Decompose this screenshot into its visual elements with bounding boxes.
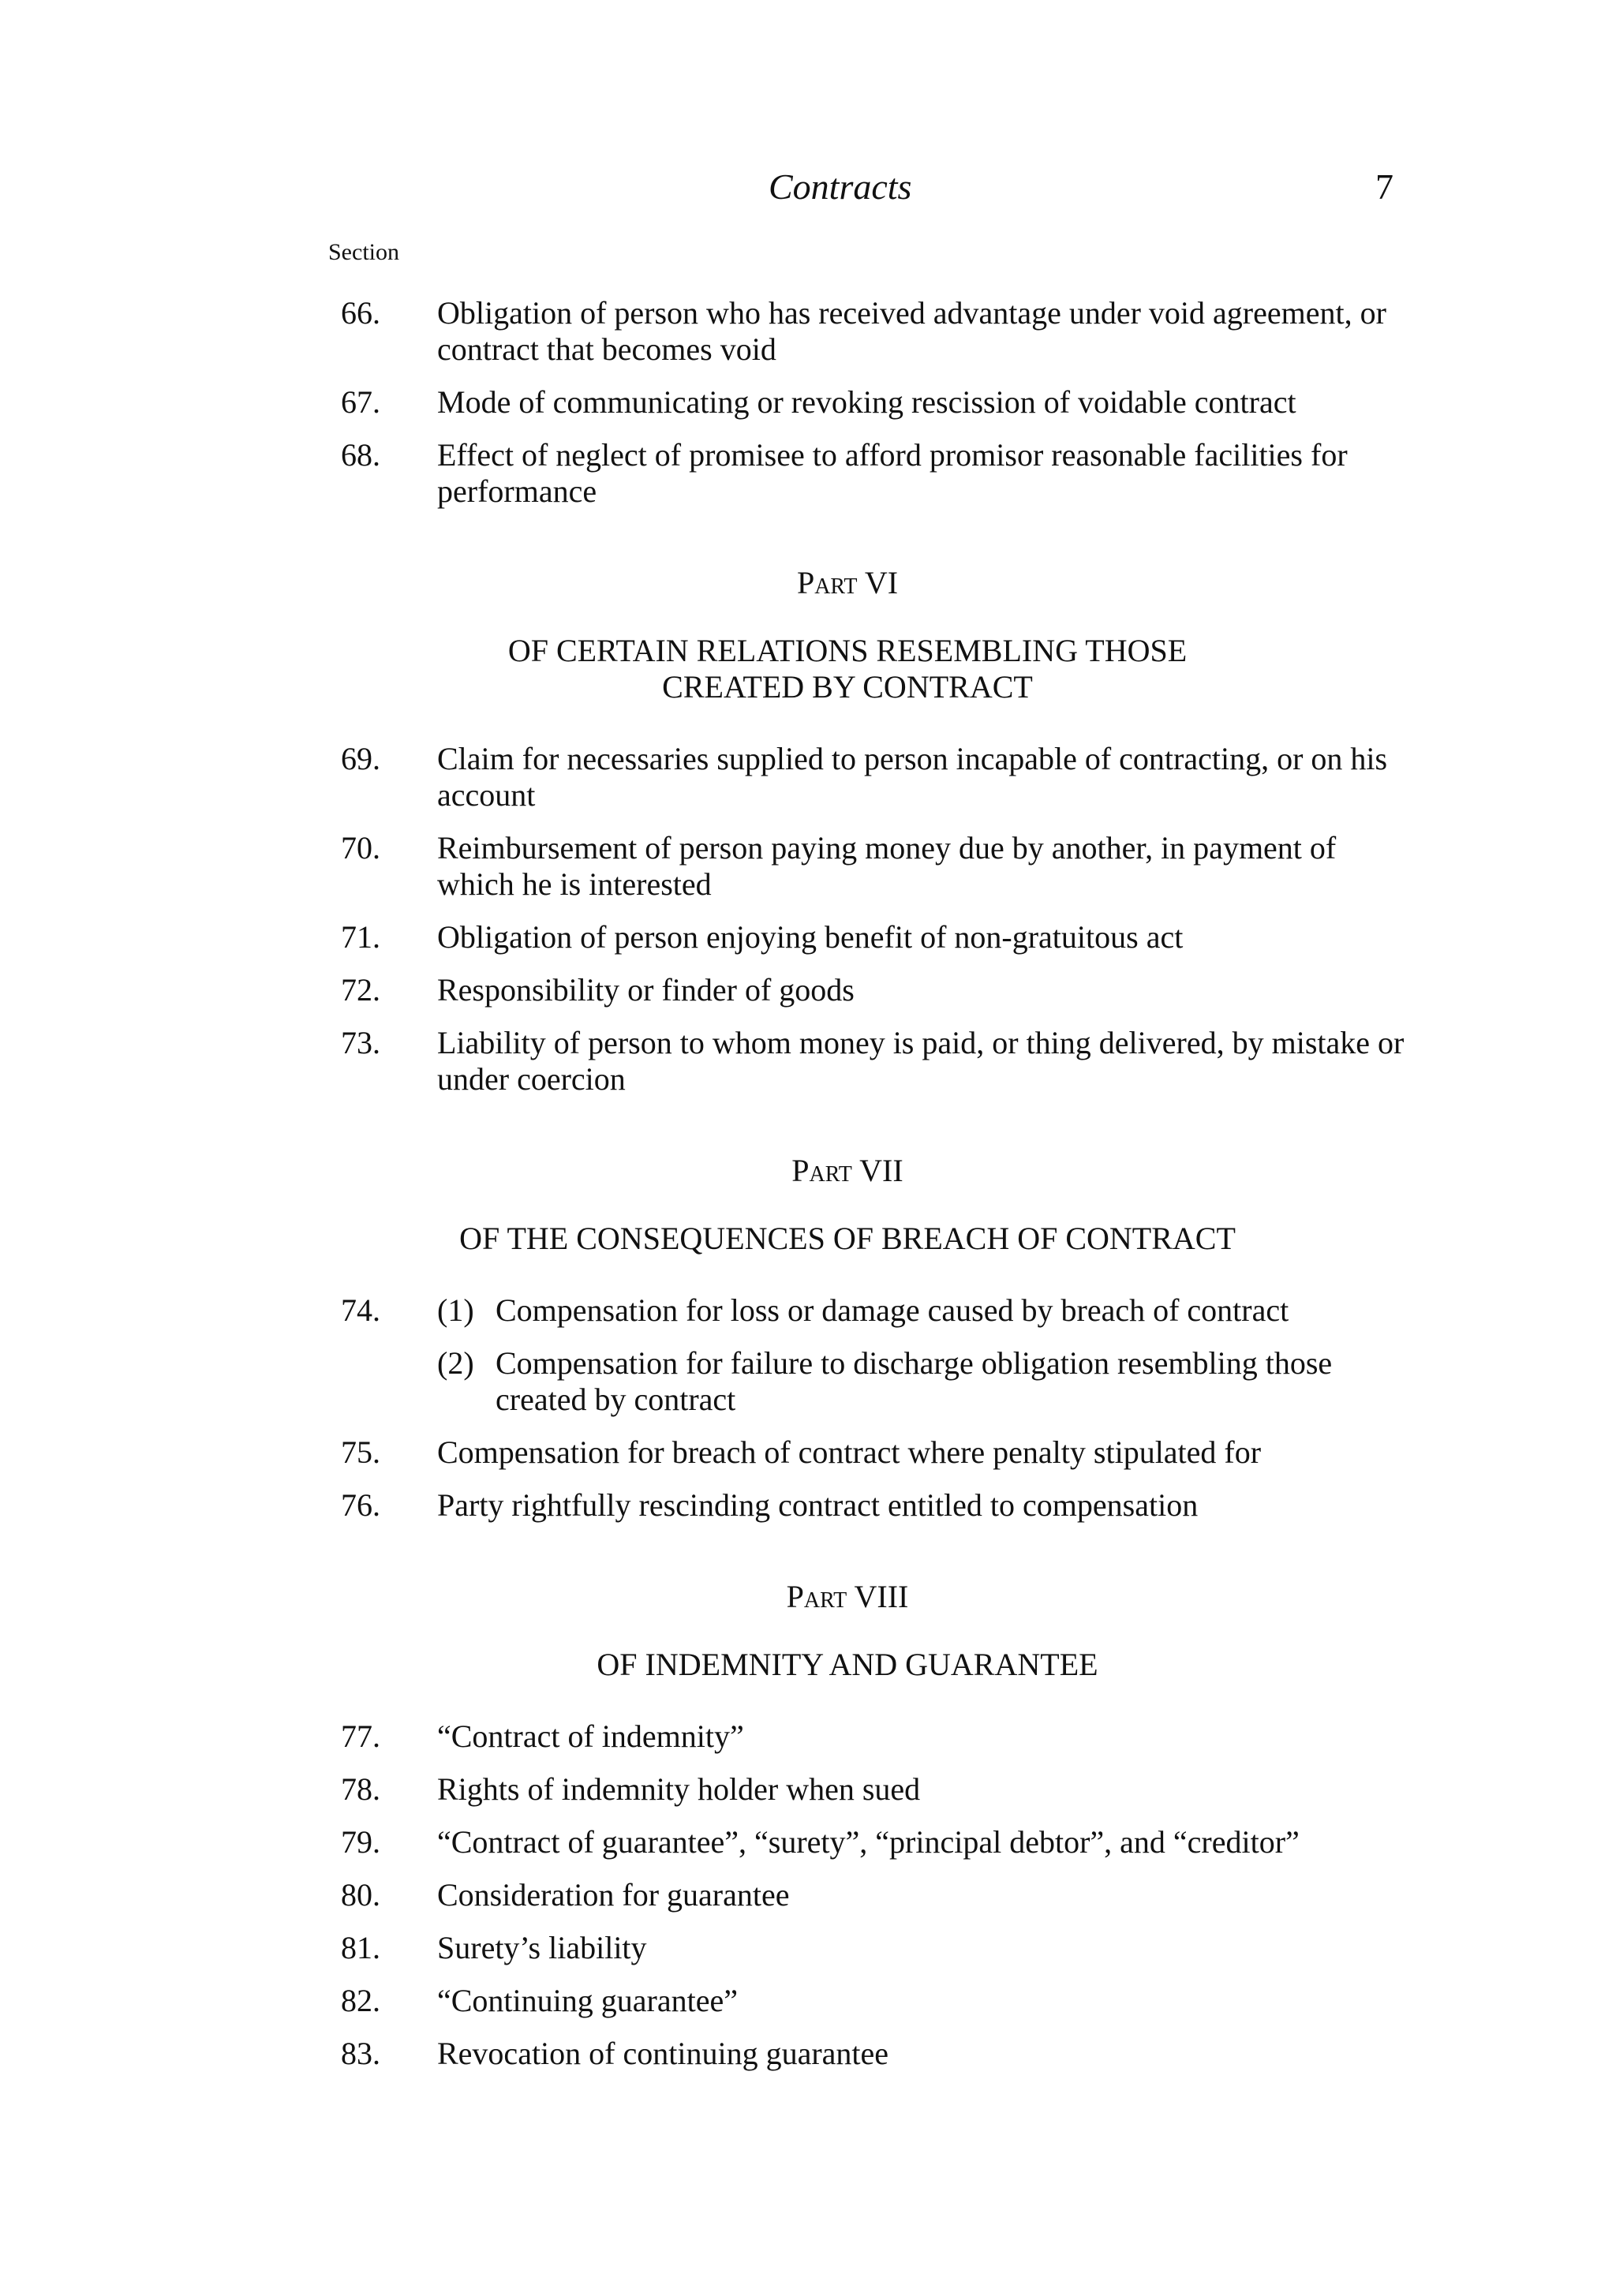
section-title: Liability of person to whom money is paid, or thing delivered, by mistake or under coercion <box>437 1025 1405 1097</box>
section-title: Party rightfully rescinding contract entitled to compensation <box>437 1487 1199 1523</box>
section-entry-66 <box>0 295 1616 368</box>
section-number: 66. <box>341 295 380 331</box>
section-entry-69 <box>0 741 1616 813</box>
section-title: Reimbursement of person paying money due by another, in payment of which he is interested <box>437 830 1337 902</box>
section-number: 80. <box>341 1877 380 1913</box>
part-viii-label: Part VIII <box>786 1579 909 1614</box>
part-vi-title: OF CERTAIN RELATIONS RESEMBLING THOSE CREATED BY CONTRACT <box>507 633 1188 705</box>
section-number: 79. <box>341 1824 380 1860</box>
section-entry-73 <box>0 1025 1616 1098</box>
section-title: “Contract of guarantee”, “surety”, “principal debtor”, and “creditor” <box>437 1824 1300 1860</box>
page-number: 7 <box>1375 166 1393 207</box>
part-viii-title: OF INDEMNITY AND GUARANTEE <box>597 1647 1098 1682</box>
section-number: 83. <box>341 2036 380 2071</box>
section-number: 75. <box>341 1434 380 1470</box>
section-entry-83 <box>0 2036 1616 2072</box>
section-entry-76 <box>0 1487 1616 1524</box>
page-header <box>0 166 1616 213</box>
section-title: Compensation for loss or damage caused by breach of contract <box>496 1292 1289 1328</box>
section-number: 81. <box>341 1930 380 1965</box>
section-entry-68 <box>0 437 1616 510</box>
subsection-number: (2) <box>437 1345 474 1381</box>
section-number: 68. <box>341 437 380 473</box>
section-title: Consideration for guarantee <box>437 1877 790 1913</box>
section-title: Effect of neglect of promisee to afford promisor reasonable facilities for performance <box>437 437 1348 509</box>
section-title: Mode of communicating or revoking rescission of voidable contract <box>437 384 1296 420</box>
part-vi-label: Part VI <box>796 565 899 600</box>
section-number: 82. <box>341 1983 380 2018</box>
section-number: 70. <box>341 830 380 866</box>
section-entry-71 <box>0 919 1616 955</box>
section-entry-78 <box>0 1771 1616 1808</box>
table-of-sections <box>0 295 1616 2088</box>
section-entry-74-1 <box>0 1292 1616 1329</box>
section-number: 71. <box>341 919 380 955</box>
section-number: 76. <box>341 1487 380 1523</box>
section-number: 77. <box>341 1718 380 1754</box>
section-title: “Continuing guarantee” <box>437 1983 738 2018</box>
section-entry-67 <box>0 384 1616 421</box>
section-number: 74. <box>341 1292 380 1328</box>
section-number: 78. <box>341 1771 380 1807</box>
section-entry-80 <box>0 1877 1616 1913</box>
section-title: “Contract of indemnity” <box>437 1718 744 1754</box>
section-entry-81 <box>0 1930 1616 1966</box>
section-entry-70 <box>0 830 1616 903</box>
section-entry-82 <box>0 1983 1616 2019</box>
section-title: Compensation for breach of contract where penalty stipulated for <box>437 1434 1262 1470</box>
running-title: Contracts <box>769 166 912 207</box>
part-vii-title: OF THE CONSEQUENCES OF BREACH OF CONTRACT <box>459 1221 1236 1256</box>
section-entry-77 <box>0 1718 1616 1755</box>
section-entry-74-2 <box>0 1345 1616 1418</box>
section-number: 73. <box>341 1025 380 1060</box>
section-entry-79 <box>0 1824 1616 1860</box>
section-title: Responsibility or finder of goods <box>437 972 855 1008</box>
section-number <box>341 1345 437 1418</box>
subsection-number: (1) <box>437 1292 474 1328</box>
section-entry-75 <box>0 1434 1616 1471</box>
part-vii-label: Part VII <box>791 1153 903 1188</box>
section-title: Obligation of person who has received advantage under void agreement, or contract that becomes void <box>437 295 1386 367</box>
section-title: Obligation of person enjoying benefit of non-gratuitous act <box>437 919 1184 955</box>
section-entry-72 <box>0 972 1616 1008</box>
section-column-label: Section <box>328 239 399 265</box>
section-title: Surety’s liability <box>437 1930 647 1965</box>
section-title: Revocation of continuing guarantee <box>437 2036 889 2071</box>
section-number: 72. <box>341 972 380 1008</box>
section-number: 67. <box>341 384 380 420</box>
section-number: 69. <box>341 741 380 776</box>
section-title: Compensation for failure to discharge obligation resembling those created by contract <box>496 1345 1333 1417</box>
section-title: Rights of indemnity holder when sued <box>437 1771 921 1807</box>
section-title: Claim for necessaries supplied to person incapable of contracting, or on his account <box>437 741 1388 813</box>
